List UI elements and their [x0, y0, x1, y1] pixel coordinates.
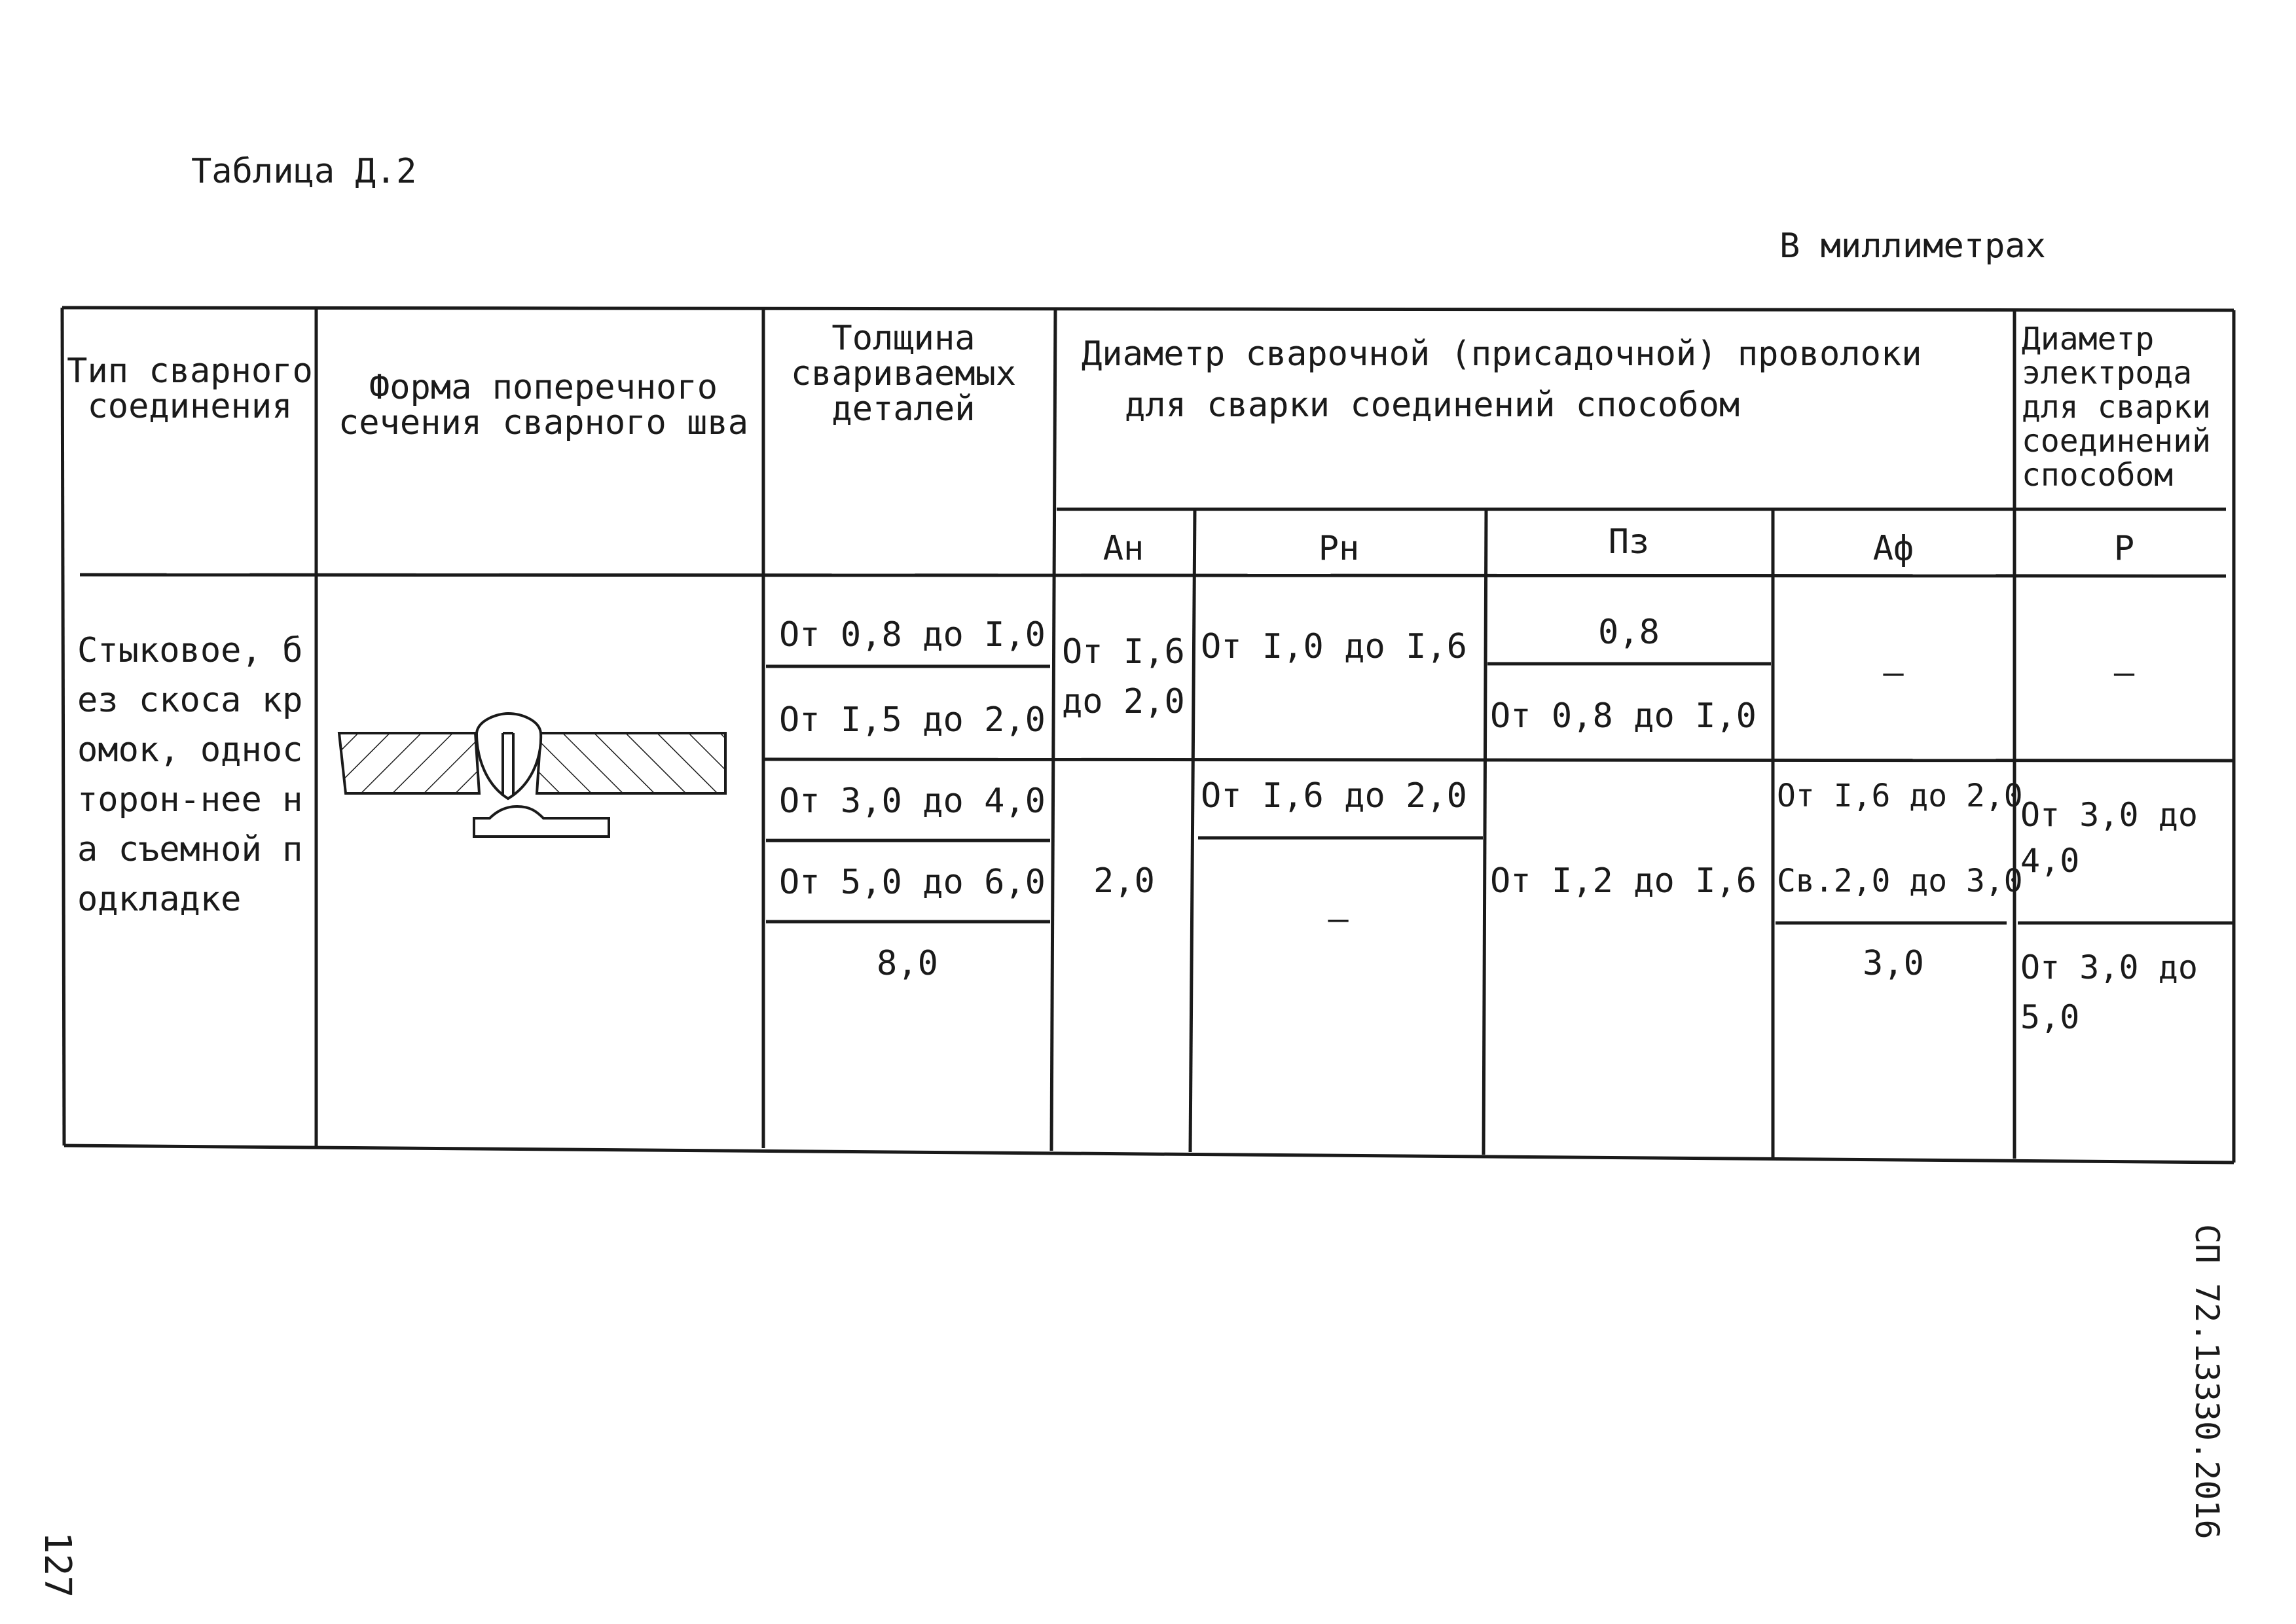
- page-number: 127: [36, 1532, 79, 1598]
- joint-type-text: Стыковое, без скоса кромок, односторон-нее на съемной подкладке: [77, 631, 303, 919]
- subheader-rn: Рн: [1318, 529, 1360, 568]
- header-cross-section: Форма поперечного сечения сварного шва: [338, 368, 749, 442]
- r-value-3: От 3,0 до 5,0: [2020, 948, 2198, 1036]
- thickness-row-4: От 5,0 до 6,0: [779, 863, 1046, 902]
- pz-value-1: 0,8: [1598, 613, 1660, 652]
- subheader-an: Ан: [1102, 529, 1144, 568]
- an-value-2: 2,0: [1093, 861, 1155, 901]
- header-wire-diameter-line1: Диаметр сварочной (присадочной) проволоки: [1082, 334, 1922, 374]
- r-value-1: –: [2113, 653, 2135, 693]
- r-value-2: От 3,0 до 4,0: [2020, 796, 2198, 880]
- header-joint-type: Тип сварного соединения: [67, 352, 313, 426]
- rn-value-2: От I,6 до 2,0: [1201, 776, 1467, 816]
- header-wire-diameter-line2: для сварки соединений способом: [1125, 386, 1740, 425]
- af-value-4: 3,0: [1863, 944, 1924, 983]
- rn-value-3: –: [1328, 899, 1349, 939]
- af-value-3: Св.2,0 до 3,0: [1777, 863, 2023, 899]
- thickness-row-2: От I,5 до 2,0: [779, 700, 1046, 740]
- thickness-row-5: 8,0: [877, 944, 938, 983]
- af-value-2: От I,6 до 2,0: [1777, 778, 2023, 814]
- header-electrode-diameter: Диаметр электрода для сварки соединений способом: [2022, 321, 2211, 494]
- thickness-row-1: От 0,8 до I,0: [779, 615, 1046, 655]
- header-thickness: Толщина свариваемых деталей: [790, 319, 1017, 429]
- document-code: СП 72.13330.2016: [2188, 1224, 2226, 1540]
- subheader-r: Р: [2113, 529, 2135, 568]
- pz-value-3: От I,2 до I,6: [1490, 861, 1757, 901]
- units-note: В миллиметрах: [1779, 226, 2046, 266]
- subheader-af: Аф: [1872, 529, 1914, 568]
- pz-value-2: От 0,8 до I,0: [1490, 696, 1757, 736]
- subheader-pz: Пз: [1608, 522, 1650, 562]
- thickness-row-3: От 3,0 до 4,0: [779, 782, 1046, 821]
- weld-cross-section-drawing: [334, 694, 740, 851]
- rn-value-1: От I,0 до I,6: [1201, 627, 1467, 666]
- table-title: Таблица Д.2: [191, 152, 417, 191]
- af-value-1: –: [1883, 653, 1904, 693]
- an-value-1: От I,6 до 2,0: [1062, 632, 1185, 721]
